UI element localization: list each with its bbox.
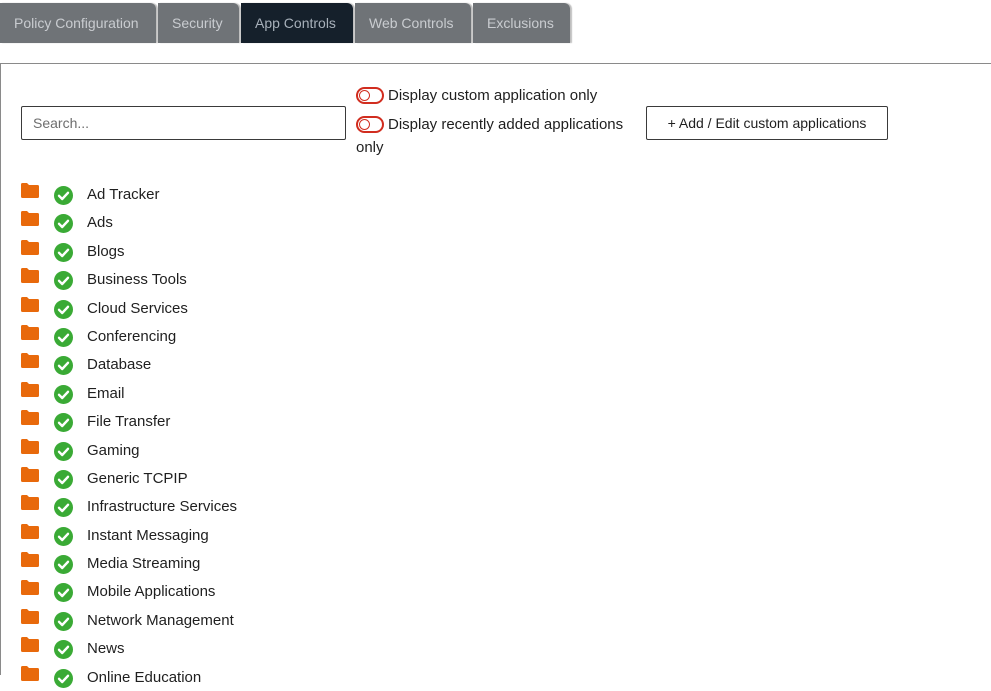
recent-only-filter xyxy=(356,113,636,159)
category-list xyxy=(21,180,421,691)
folder-icon[interactable] xyxy=(21,439,39,454)
tab-bar xyxy=(0,3,572,44)
category-item[interactable] xyxy=(21,180,421,208)
check-circle-icon[interactable] xyxy=(54,300,73,319)
search-input[interactable] xyxy=(21,106,346,140)
folder-icon[interactable] xyxy=(21,211,39,226)
folder-icon[interactable] xyxy=(21,353,39,368)
custom-only-filter xyxy=(356,84,597,107)
check-circle-icon[interactable] xyxy=(54,186,73,205)
custom-only-toggle[interactable] xyxy=(356,87,384,104)
check-circle-icon[interactable] xyxy=(54,328,73,347)
category-item[interactable] xyxy=(21,294,421,322)
category-label: Infrastructure Services xyxy=(87,498,238,516)
category-label: Ad Tracker xyxy=(87,186,160,203)
category-item[interactable] xyxy=(21,577,421,605)
category-label: Database xyxy=(87,356,152,374)
check-circle-icon[interactable] xyxy=(54,527,73,546)
recent-only-toggle[interactable] xyxy=(356,116,384,133)
category-item[interactable] xyxy=(21,521,421,549)
category-item[interactable] xyxy=(21,492,421,520)
category-label: News xyxy=(87,640,125,658)
tab-web-controls[interactable]: Web Controls xyxy=(355,3,471,43)
folder-icon[interactable] xyxy=(21,268,39,283)
check-circle-icon[interactable] xyxy=(54,385,73,404)
category-label: Email xyxy=(87,384,125,402)
category-item[interactable] xyxy=(21,350,421,378)
check-circle-icon[interactable] xyxy=(54,442,73,461)
check-circle-icon[interactable] xyxy=(54,583,73,602)
folder-icon[interactable] xyxy=(21,524,39,539)
check-circle-icon[interactable] xyxy=(54,214,73,233)
check-circle-icon[interactable] xyxy=(54,413,73,432)
folder-icon[interactable] xyxy=(21,580,39,595)
folder-icon[interactable] xyxy=(21,382,39,397)
category-label: Conferencing xyxy=(87,327,177,345)
category-label: Gaming xyxy=(87,441,140,459)
check-circle-icon[interactable] xyxy=(54,470,73,489)
tab-exclusions[interactable]: Exclusions xyxy=(473,3,570,43)
folder-icon[interactable] xyxy=(21,183,39,198)
category-label: Instant Messaging xyxy=(87,526,209,544)
folder-icon[interactable] xyxy=(21,467,39,482)
check-circle-icon[interactable] xyxy=(54,243,73,262)
tab-policy-configuration[interactable]: Policy Configuration xyxy=(0,3,156,43)
category-item[interactable] xyxy=(21,265,421,293)
folder-icon[interactable] xyxy=(21,240,39,255)
add-edit-custom-apps-button[interactable]: + Add / Edit custom applications xyxy=(646,106,888,140)
folder-icon[interactable] xyxy=(21,410,39,425)
category-item[interactable] xyxy=(21,208,421,236)
folder-icon[interactable] xyxy=(21,325,39,340)
category-item[interactable] xyxy=(21,663,421,691)
check-circle-icon[interactable] xyxy=(54,356,73,375)
recent-only-label: Display recently added applications only xyxy=(356,116,624,156)
category-label: Generic TCPIP xyxy=(87,469,188,487)
category-label: Ads xyxy=(87,214,113,232)
folder-icon[interactable] xyxy=(21,297,39,312)
check-circle-icon[interactable] xyxy=(54,498,73,517)
check-circle-icon[interactable] xyxy=(54,640,73,659)
folder-icon[interactable] xyxy=(21,552,39,567)
category-label: Blogs xyxy=(87,242,125,260)
folder-icon[interactable] xyxy=(21,495,39,510)
custom-only-label: Display custom application only xyxy=(388,87,598,104)
category-item[interactable] xyxy=(21,634,421,662)
folder-icon[interactable] xyxy=(21,609,39,624)
folder-icon[interactable] xyxy=(21,666,39,681)
category-item[interactable] xyxy=(21,237,421,265)
category-item[interactable] xyxy=(21,436,421,464)
tab-security[interactable]: Security xyxy=(158,3,239,43)
check-circle-icon[interactable] xyxy=(54,271,73,290)
category-item[interactable] xyxy=(21,379,421,407)
check-circle-icon[interactable] xyxy=(54,555,73,574)
category-label: Media Streaming xyxy=(87,555,201,573)
category-label: Mobile Applications xyxy=(87,583,216,601)
category-item[interactable] xyxy=(21,549,421,577)
category-label: Online Education xyxy=(87,668,202,686)
category-item[interactable] xyxy=(21,407,421,435)
check-circle-icon[interactable] xyxy=(54,669,73,688)
category-label: Network Management xyxy=(87,611,234,629)
category-label: Cloud Services xyxy=(87,299,188,317)
category-item[interactable] xyxy=(21,606,421,634)
folder-icon[interactable] xyxy=(21,637,39,652)
category-item[interactable] xyxy=(21,322,421,350)
tab-app-controls[interactable]: App Controls xyxy=(241,3,353,43)
category-label: Business Tools xyxy=(87,271,187,289)
check-circle-icon[interactable] xyxy=(54,612,73,631)
category-label: File Transfer xyxy=(87,413,171,431)
category-item[interactable] xyxy=(21,464,421,492)
